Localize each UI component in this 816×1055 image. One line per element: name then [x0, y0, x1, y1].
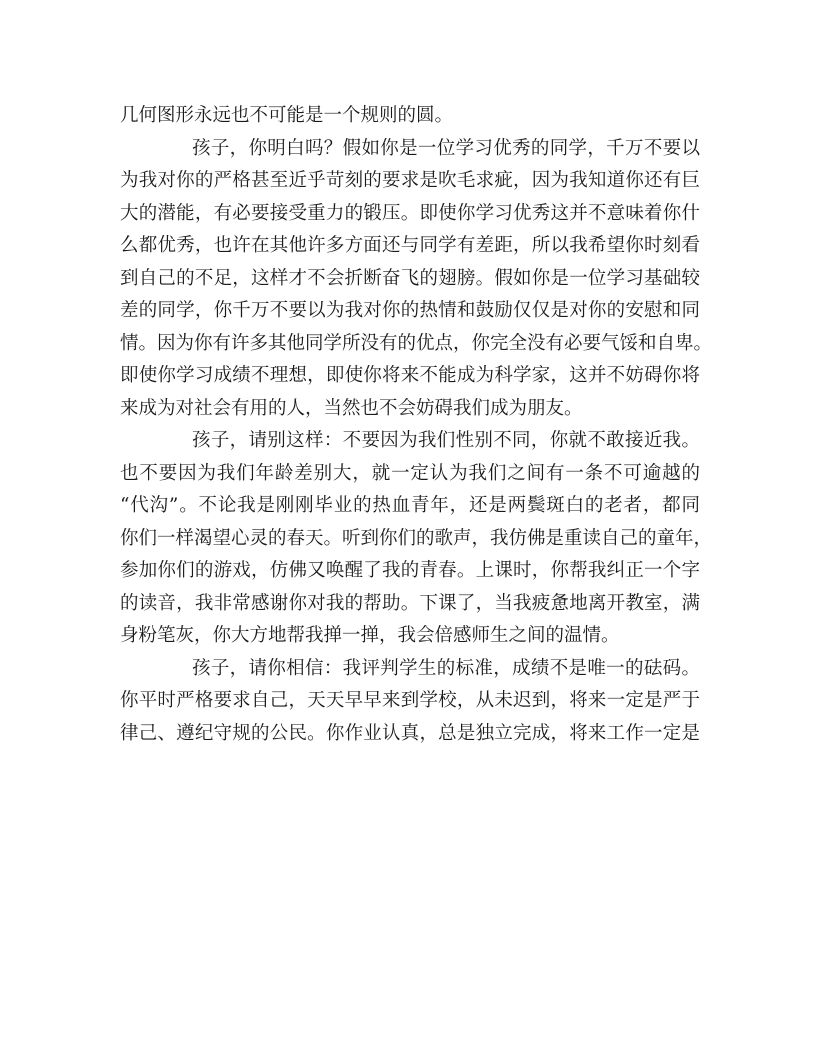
text-line: 么都优秀，也许在其他许多方面还与同学有差距，所以我希望你时刻看	[120, 235, 700, 256]
text-line: 的读音，我非常感谢你对我的帮助。下课了，当我疲惫地离开教室，满	[120, 592, 700, 614]
text-line: 情。因为你有许多其他同学所没有的优点，你完全没有必要气馁和自卑。	[120, 332, 713, 354]
text-line: 你们一样渴望心灵的春天。听到你们的歌声，我仿佛是重读自己的童年，	[120, 527, 713, 549]
text-line: 来成为对社会有用的人，当然也不会妨碍我们成为朋友。	[120, 397, 583, 419]
text-line: 差的同学，你千万不要以为我对你的热情和鼓励仅仅是对你的安慰和同	[120, 300, 700, 321]
text-line: 几何图形永远也不可能是一个规则的圆。	[120, 105, 454, 126]
text-line: 孩子，请别这样：不要因为我们性别不同，你就不敢接近我。	[192, 430, 700, 451]
text-line: 大的潜能，有必要接受重力的锻压。即使你学习优秀这并不意味着你什	[120, 202, 700, 224]
text-line: 孩子，请你相信：我评判学生的标准，成绩不是唯一的砝码。	[192, 657, 700, 679]
text-line: 你平时严格要求自己，天天早早来到学校，从未迟到，将来一定是严于	[120, 690, 700, 711]
text-line: 也不要因为我们年龄差别大，就一定认为我们之间有一条不可逾越的	[120, 462, 700, 484]
text-line: 孩子，你明白吗？假如你是一位学习优秀的同学，千万不要以	[192, 137, 700, 159]
text-line: “代沟”。不论我是刚刚毕业的热血青年，还是两鬓斑白的老者，都同	[120, 495, 700, 516]
text-line: 为我对你的严格甚至近乎苛刻的要求是吹毛求疵，因为我知道你还有巨	[120, 170, 700, 191]
text-line: 律己、遵纪守规的公民。你作业认真，总是独立完成，将来工作一定是	[120, 722, 700, 744]
body-text	[120, 100, 713, 750]
text-line: 即使你学习成绩不理想，即使你将来不能成为科学家，这并不妨碍你将	[120, 365, 700, 386]
text-line: 身粉笔灰，你大方地帮我掸一掸，我会倍感师生之间的温情。	[120, 625, 620, 646]
text-line: 参加你们的游戏，仿佛又唤醒了我的青春。上课时，你帮我纠正一个字	[120, 560, 700, 581]
text-line: 到自己的不足，这样才不会折断奋飞的翅膀。假如你是一位学习基础较	[120, 267, 700, 289]
